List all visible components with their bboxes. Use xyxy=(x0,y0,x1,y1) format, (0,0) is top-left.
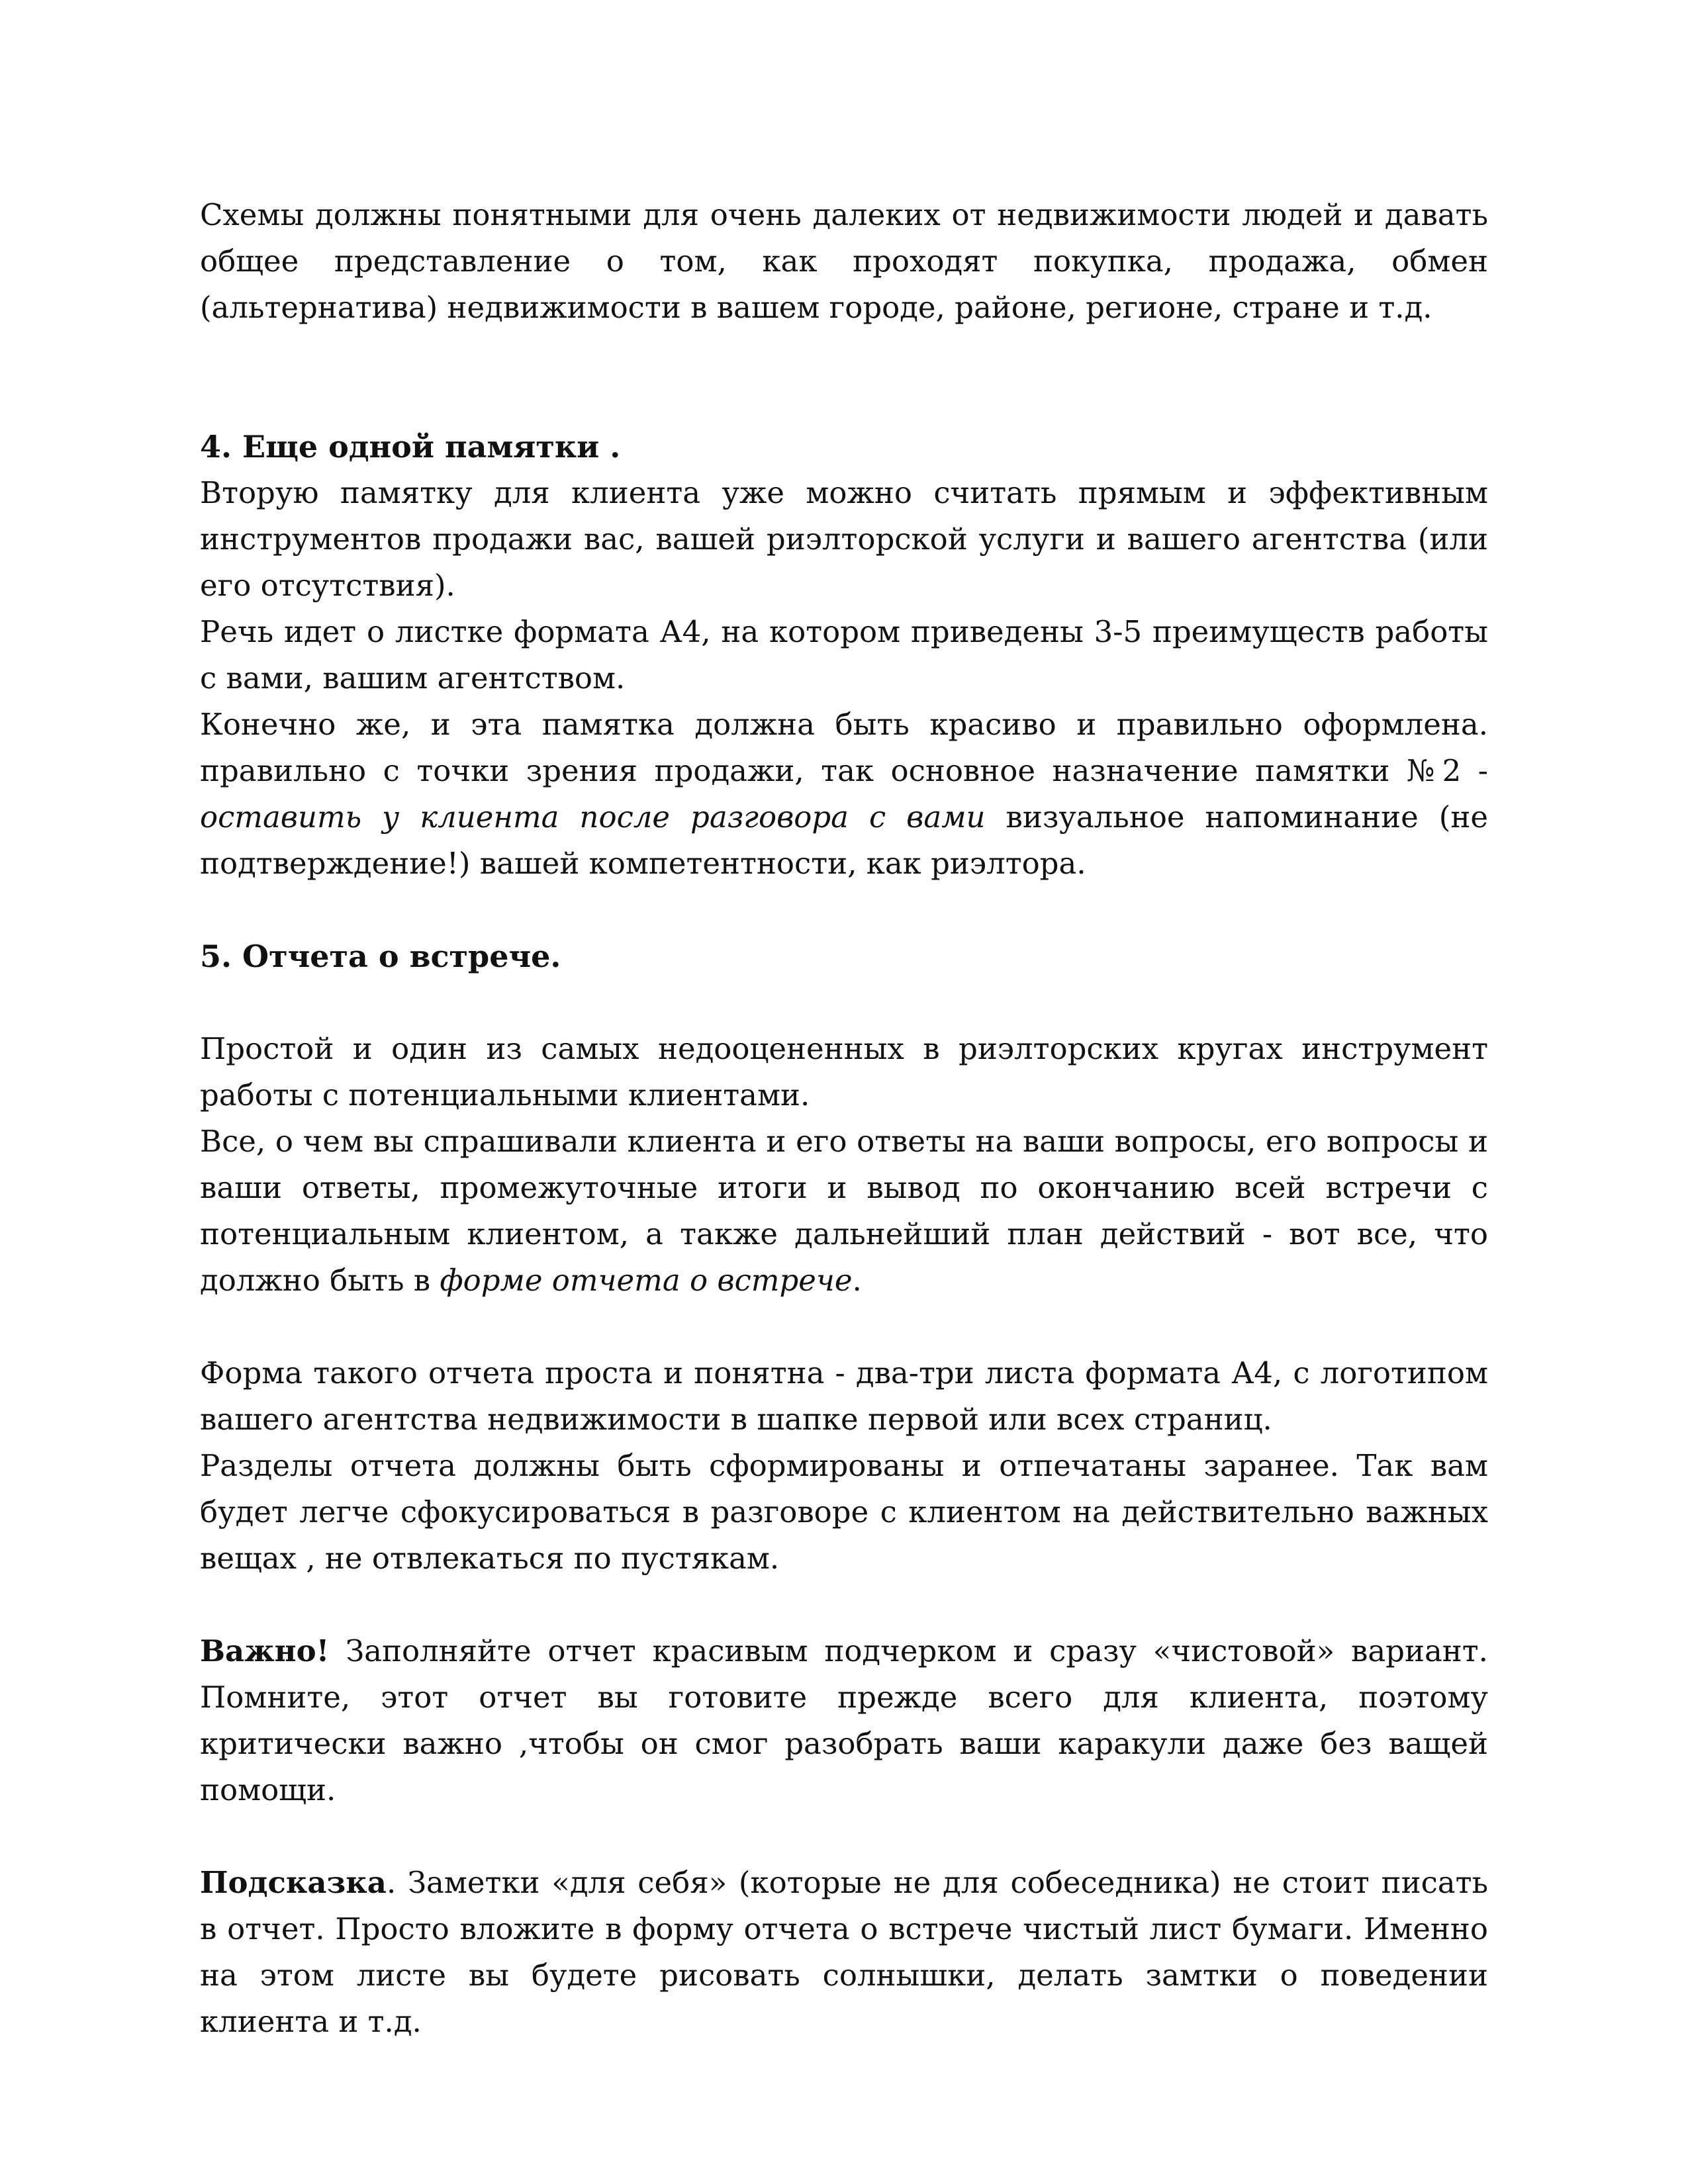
spacer xyxy=(200,887,1488,933)
important-label: Важно! xyxy=(200,1633,330,1668)
section-4-heading: 4. Еще одной памятки . xyxy=(200,429,621,465)
spacer xyxy=(200,331,1488,424)
text-run: . xyxy=(852,1263,862,1298)
section-4-paragraph-2: Речь идет о листке формата А4, на котором приведены 3-5 преимуществ работы с вами, вашим агентством. xyxy=(200,614,1488,696)
important-note xyxy=(200,1628,1488,1813)
text-run: визуальное напоминание (не подтверждение!) вашей компетентности, как риэлтора. xyxy=(200,799,1488,881)
important-text: Заполняйте отчет красивым подчерком и сразу «чистовой» вариант. Помните, этот отчет вы готовите прежде всего для клиента, поэтому критически важно ,чтобы он смог разобрать ваши каракули даже без ващей помощи. xyxy=(200,1633,1488,1807)
text-run: Конечно же, и эта памятка должна быть красиво и правильно оформлена. правильно с точки зрения продажи, так основное назначение памятки №2 - xyxy=(200,707,1488,788)
hint-label: Подсказка xyxy=(200,1865,387,1900)
section-4-paragraph-3 xyxy=(200,702,1488,887)
section-5-heading: 5. Отчета о встрече. xyxy=(200,938,561,974)
hint-text: . Заметки «для себя» (которые не для собеседника) не стоит писать в отчет. Просто вложите в форму отчета о встрече чистый лист бумаги. Именно на этом листе вы будете рисовать солнышки, делать замтки о поведении клиента и т.д. xyxy=(200,1865,1488,2039)
section-5-paragraph-1: Простой и один из самых недооцененных в риэлторских кругах инструмент работы с потенциальными клиентами. xyxy=(200,1031,1488,1113)
section-5-paragraph-4: Разделы отчета должны быть сформированы и отпечатаны заранее. Так вам будет легче сфокусироваться в разговоре с клиентом на действительно важных вещах , не отвлекаться по пустякам. xyxy=(200,1448,1488,1576)
section-4-paragraph-1: Вторую памятку для клиента уже можно считать прямым и эффективным инструментов продажи вас, вашей риэлторской услуги и вашего агентства (или его отсутствия). xyxy=(200,475,1488,603)
spacer xyxy=(200,1813,1488,1860)
intro-paragraph: Схемы должны понятными для очень далеких от недвижимости людей и давать общее представление о том, как проходят покупка, продажа, обмен (альтернатива) недвижимости в вашем городе, районе, регионе, стране и т.д. xyxy=(200,197,1488,325)
section-5-paragraph-3: Форма такого отчета проста и понятна - два-три листа формата А4, с логотипом вашего агентства недвижимости в шапке первой или всех страниц. xyxy=(200,1355,1488,1437)
hint-note xyxy=(200,1860,1488,2045)
emphasis-text: форме отчета о встрече xyxy=(440,1263,853,1298)
spacer xyxy=(200,1582,1488,1628)
spacer xyxy=(200,979,1488,1026)
document-page xyxy=(200,192,1488,2045)
emphasis-text: оставить у клиента после разговора с вами xyxy=(200,799,986,835)
text-run: Все, о чем вы спрашивали клиента и его ответы на ваши вопросы, его вопросы и ваши ответы, промежуточные итоги и вывод по окончанию всей встречи с потенциальным клиентом, а также дальнейший план действий - вот все, что должно быть в xyxy=(200,1124,1488,1298)
spacer xyxy=(200,1304,1488,1350)
section-5-paragraph-2 xyxy=(200,1118,1488,1304)
